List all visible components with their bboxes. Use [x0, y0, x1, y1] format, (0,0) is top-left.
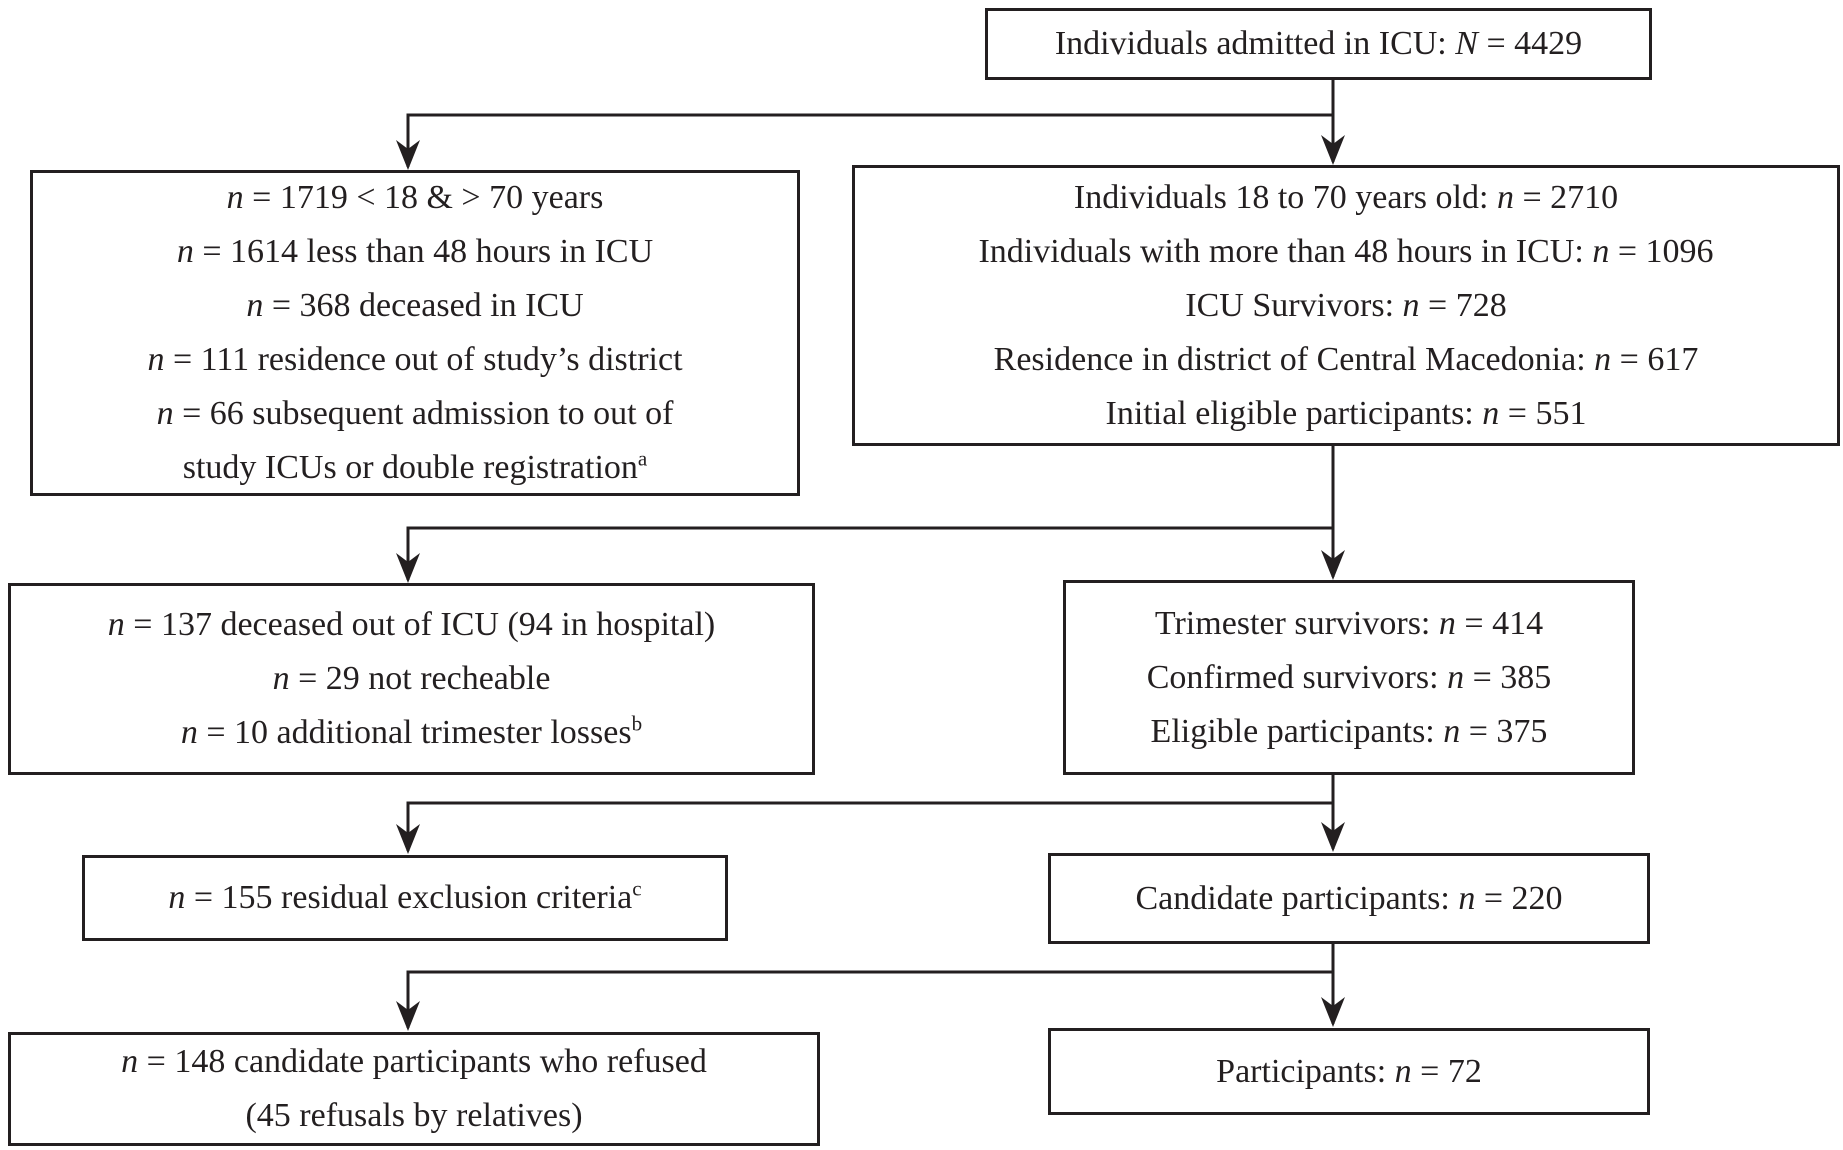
- box-text-line: n = 10 additional trimester losses$^b$: [180, 711, 643, 751]
- flow-box-trimester-losses: [8, 583, 815, 775]
- box-text-line: Participants: n = 72: [1216, 1052, 1482, 1090]
- box-text-line: study ICUs or double registration$^a$: [182, 446, 648, 486]
- flow-box-candidate-participants: [1048, 853, 1650, 944]
- box-text-line: Residence in district of Central Macedonia: n = 617: [993, 340, 1699, 378]
- box-text-line: n = 148 candidate participants who refused: [121, 1043, 707, 1080]
- connector-admitted-to-exclusions1: [408, 115, 1333, 167]
- box-text-line: Eligible participants: n = 375: [1150, 712, 1548, 750]
- box-text-line: Trimester survivors: n = 414: [1154, 604, 1544, 642]
- box-text-line: n = 1614 less than 48 hours in ICU: [176, 233, 654, 270]
- box-text-line: Individuals with more than 48 hours in ICU: n = 1096: [978, 232, 1714, 270]
- flow-box-residual-exclusions: [82, 855, 728, 941]
- flow-box-admitted-in-icu: [985, 8, 1652, 80]
- box-text-line: Individuals admitted in ICU: N = 4429: [1054, 25, 1583, 62]
- flow-box-participants: [1048, 1028, 1650, 1115]
- connector-candidates-to-refusals: [408, 972, 1333, 1028]
- box-text-line: n = 29 not recheable: [272, 660, 551, 697]
- box-text-line: Confirmed survivors: n = 385: [1146, 658, 1552, 696]
- box-text-line: Candidate participants: n = 220: [1135, 879, 1563, 917]
- box-text-line: (45 refusals by relatives): [245, 1097, 583, 1134]
- flow-box-refusals: [8, 1032, 820, 1146]
- box-text-line: Individuals 18 to 70 years old: n = 2710: [1073, 178, 1619, 216]
- flow-box-initial-eligible-cohort: [852, 165, 1840, 446]
- box-text-line: n = 66 subsequent admission to out of: [156, 395, 674, 432]
- box-text-line: ICU Survivors: n = 728: [1185, 286, 1507, 324]
- box-text-line: Initial eligible participants: n = 551: [1105, 394, 1587, 432]
- box-text-line: n = 1719 < 18 & > 70 years: [226, 179, 604, 216]
- box-text-line: n = 111 residence out of study’s district: [147, 341, 683, 378]
- flow-box-trimester-cohort: [1063, 580, 1635, 775]
- box-text-line: n = 368 deceased in ICU: [246, 287, 584, 324]
- box-text-line: n = 155 residual exclusion criteria$^c$: [168, 876, 642, 916]
- connector-cohort2-to-residual: [408, 803, 1333, 851]
- connector-cohort1-to-losses: [408, 528, 1333, 580]
- box-text-line: n = 137 deceased out of ICU (94 in hospital): [107, 606, 716, 643]
- flow-box-stage1-exclusions: [30, 170, 800, 496]
